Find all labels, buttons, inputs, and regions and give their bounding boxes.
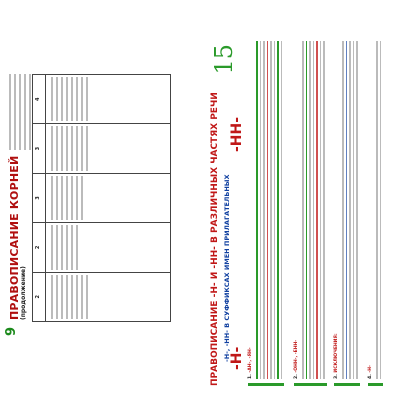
section-example: -ОНН-, -ЕНН- — [294, 339, 299, 373]
section-example: ИСКЛЮЧЕНИЯ: — [334, 333, 339, 373]
section-number: 1. — [248, 374, 253, 379]
column-number: 2 — [33, 272, 46, 321]
section-example: -Н- — [368, 365, 373, 373]
section-number: 3. — [334, 374, 339, 379]
section-number: 4. — [368, 374, 373, 379]
table-cell — [46, 124, 171, 173]
table-cell — [46, 173, 171, 222]
column-number: 3 — [33, 124, 46, 173]
column-number: 4 — [33, 75, 46, 124]
column-number: 2 — [33, 223, 46, 272]
heading-double-n: -НН- — [229, 116, 245, 152]
roots-table — [32, 74, 171, 322]
table-cell — [46, 75, 171, 124]
left-page-title: ПРАВОПИСАНИЕ КОРНЕЙ — [8, 155, 21, 320]
rule-section — [248, 41, 284, 386]
right-page-number: 15 — [210, 44, 238, 75]
rule-section — [294, 41, 327, 386]
rule-section — [368, 41, 383, 386]
left-page-subtitle: (продолжение) — [20, 266, 27, 320]
section-number: 2. — [294, 374, 299, 379]
left-page — [2, 70, 172, 340]
right-page-subtitle: -Н-, -НН- В СУФФИКСАХ ИМЕН ПРИЛАГАТЕЛЬНЫХ — [223, 174, 231, 362]
right-page — [208, 42, 398, 392]
table-cell — [46, 223, 171, 272]
left-page-number: 9 — [4, 326, 19, 336]
left-page-notes — [6, 74, 34, 150]
table-cell — [46, 272, 171, 321]
column-number: 3 — [33, 173, 46, 222]
rule-section — [334, 41, 360, 386]
heading-single-n: -Н- — [229, 346, 245, 370]
right-page-title: ПРАВОПИСАНИЕ -Н- И -НН- В РАЗЛИЧНЫХ ЧАСТЯХ РЕЧИ — [210, 92, 220, 386]
section-example: -АН-, -ЯН- — [248, 347, 253, 373]
